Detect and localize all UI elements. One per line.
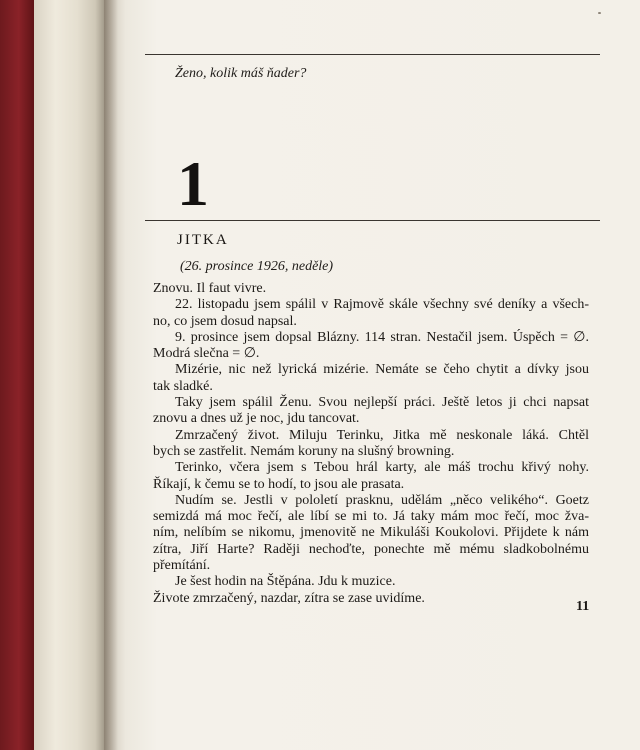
text-line: Říkají, k čemu se to hodí, to jsou ale prasata. xyxy=(153,476,405,492)
text-line: Mizérie, nic než lyrická mizérie. Nemáte se čeho chytit a dívky jsou xyxy=(175,362,589,378)
chapter-number: 1 xyxy=(177,148,209,219)
text-line: 9. prosince jsem dopsal Blázny. 114 stran. Nestačil jsem. Úspěch = ∅. xyxy=(175,329,589,345)
text-line: Modrá slečna = ∅. xyxy=(153,346,260,362)
text-line: Je šest hodin na Štěpána. Jdu k muzice. xyxy=(175,574,396,590)
page-number: 11 xyxy=(576,599,590,614)
section-title: JITKA xyxy=(177,232,229,248)
page-stack-edge xyxy=(34,0,106,750)
text-line: bych se zastřelit. Nemám koruny na slušný browning. xyxy=(153,443,455,459)
text-line: znovu a dnes už je noc, jdu tancovat. xyxy=(153,411,360,427)
text-line: zítra, Jiří Harte? Raději nechoďte, ponechte mě mému sladkobolnému xyxy=(153,541,589,557)
chapter-rule xyxy=(145,220,600,221)
text-line: Živote zmrzačený, nazdar, zítra se zase uvidíme. xyxy=(153,590,425,606)
text-line: Terinko, včera jsem s Tebou hrál karty, ale máš trochu křivý nohy. xyxy=(175,460,589,476)
text-line: přemítání. xyxy=(153,558,211,574)
top-rule xyxy=(145,54,600,55)
paper-speck xyxy=(598,12,601,14)
epigraph: Ženo, kolik máš ňader? xyxy=(175,66,307,81)
text-line: Zmrzačený život. Miluju Terinku, Jitka mě neskonale láká. Chtěl xyxy=(175,427,589,443)
text-line: ním, nelíbím se nikomu, jmenovitě ne Mikuláši Koukolovi. Přijdete k nám xyxy=(153,525,589,541)
date-line: (26. prosince 1926, neděle) xyxy=(180,259,334,274)
text-line: 22. listopadu jsem spálil v Rajmově skále všechny své deníky a všech- xyxy=(175,297,589,313)
text-line: no, co jsem dosud napsal. xyxy=(153,313,297,329)
text-line: tak sladké. xyxy=(153,378,213,394)
body-text xyxy=(153,281,589,607)
text-line: Taky jsem spálil Ženu. Svou nejlepší práci. Ještě letos ji chci napsat xyxy=(175,395,589,411)
book-cover-edge xyxy=(0,0,34,750)
gutter-shadow xyxy=(104,0,118,750)
text-line: semizdá má moc řečí, ale líbí se mi to. Já taky mám moc řečí, moc žva- xyxy=(153,509,589,525)
text-line: Nudím se. Jestli v pololetí prasknu, udělám „něco velikého“. Goetz xyxy=(175,492,589,508)
text-line: Znovu. Il faut vivre. xyxy=(153,281,267,296)
